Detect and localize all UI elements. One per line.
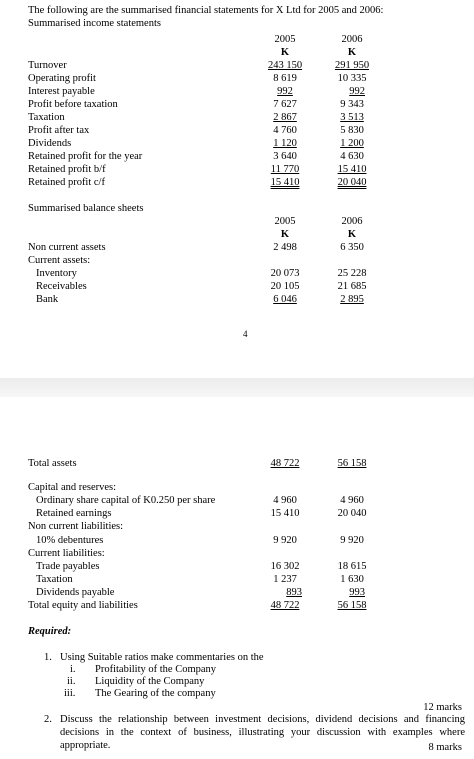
value-2006: 56 158 <box>337 600 367 611</box>
income-unit-2005: K <box>280 47 290 58</box>
value-2006: 10 335 <box>337 73 367 84</box>
value-2006: 21 685 <box>337 281 367 292</box>
row-label: Inventory <box>36 268 77 279</box>
value-2006: 20 040 <box>337 177 367 188</box>
value-2005: 20 105 <box>270 281 300 292</box>
value-2005: 48 722 <box>270 600 300 611</box>
question-text: Using Suitable ratios make commentaries on the <box>60 652 264 663</box>
section-label: Capital and reserves: <box>28 482 117 493</box>
value-2006: 18 615 <box>337 561 367 572</box>
value-2005: 243 150 <box>267 60 303 71</box>
balance-unit-2005: K <box>280 229 290 240</box>
row-label: Taxation <box>28 112 65 123</box>
value-2006: 15 410 <box>337 164 367 175</box>
section-label: Current assets: <box>28 255 91 266</box>
row-label: Dividends payable <box>36 587 115 598</box>
value-2005: 7 627 <box>273 99 297 110</box>
value-2006: 4 960 <box>340 495 364 506</box>
row-label: Non current assets <box>28 242 106 253</box>
value-2006: 1 630 <box>340 574 364 585</box>
value-2006: 25 228 <box>337 268 367 279</box>
value-2005: 9 920 <box>273 535 297 546</box>
intro-line: The following are the summarised financial statements for X Ltd for 2005 and 2006: <box>28 5 384 16</box>
row-label: Retained profit b/f <box>28 164 106 175</box>
value-2006: 9 343 <box>340 99 364 110</box>
value-2006: 9 920 <box>340 535 364 546</box>
row-label: Total assets <box>28 458 77 469</box>
section-label: Non current liabilities: <box>28 521 124 532</box>
sub-item-text: The Gearing of the company <box>95 688 216 699</box>
value-2006: 291 950 <box>334 60 370 71</box>
row-label: Interest payable <box>28 86 95 97</box>
value-2005: 893 <box>286 587 302 598</box>
row-label: Retained profit for the year <box>28 151 143 162</box>
required-heading: Required: <box>28 626 72 637</box>
value-2006: 56 158 <box>337 458 367 469</box>
section-label: Current liabilities: <box>28 548 105 559</box>
question-text: Discuss the relationship between investment decisions, dividend decisions and financing decisions in the context of business, illustrating your discussion with examples where appropriate. <box>60 714 465 751</box>
value-2005: 11 770 <box>270 164 300 175</box>
income-unit-2006: K <box>347 47 357 58</box>
row-label: Operating profit <box>28 73 96 84</box>
value-2006: 993 <box>349 587 365 598</box>
value-2005: 4 760 <box>273 125 297 136</box>
balance-year-2006: 2006 <box>341 216 363 227</box>
sub-item-text: Profitability of the Company <box>95 664 217 675</box>
value-2005: 48 722 <box>270 458 300 469</box>
row-label: Total equity and liabilities <box>28 600 138 611</box>
value-2006: 5 830 <box>340 125 364 136</box>
value-2005: 15 410 <box>270 508 300 519</box>
balance-unit-2006: K <box>347 229 357 240</box>
value-2006: 992 <box>349 86 365 97</box>
sub-item-number: iii. <box>64 688 76 699</box>
row-label: Taxation <box>36 574 73 585</box>
page-2 <box>0 397 474 759</box>
row-label: Bank <box>36 294 59 305</box>
sub-item-text: Liquidity of the Company <box>95 676 205 687</box>
income-year-2006: 2006 <box>341 34 363 45</box>
row-label: Receivables <box>36 281 87 292</box>
row-label: Profit before taxation <box>28 99 118 110</box>
value-2005: 16 302 <box>270 561 300 572</box>
value-2006: 2 895 <box>340 294 364 305</box>
value-2006: 6 350 <box>340 242 364 253</box>
value-2005: 1 237 <box>273 574 297 585</box>
balance-sheet-title: Summarised balance sheets <box>28 203 144 214</box>
value-2005: 992 <box>277 86 293 97</box>
row-label: Retained profit c/f <box>28 177 105 188</box>
value-2005: 1 120 <box>273 138 297 149</box>
income-statement-title: Summarised income statements <box>28 18 161 29</box>
row-label: Trade payables <box>36 561 100 572</box>
value-2006: 1 200 <box>340 138 364 149</box>
value-2005: 2 867 <box>273 112 297 123</box>
value-2005: 8 619 <box>273 73 297 84</box>
value-2006: 4 630 <box>340 151 364 162</box>
row-label: Retained earnings <box>36 508 112 519</box>
marks: 8 marks <box>428 742 462 753</box>
income-year-2005: 2005 <box>274 34 296 45</box>
value-2006: 20 040 <box>337 508 367 519</box>
balance-year-2005: 2005 <box>274 216 296 227</box>
value-2005: 20 073 <box>270 268 300 279</box>
row-label: Turnover <box>28 60 67 71</box>
question-number: 1. <box>44 652 52 663</box>
sub-item-number: ii. <box>67 676 76 687</box>
page-number: 4 <box>243 329 248 339</box>
marks: 12 marks <box>423 702 462 713</box>
row-label: Dividends <box>28 138 72 149</box>
value-2005: 4 960 <box>273 495 297 506</box>
question-number: 2. <box>44 714 52 725</box>
row-label: 10% debentures <box>36 535 104 546</box>
value-2005: 15 410 <box>270 177 300 188</box>
value-2005: 3 640 <box>273 151 297 162</box>
page-gap <box>0 378 474 397</box>
sub-item-number: i. <box>70 664 76 675</box>
value-2005: 2 498 <box>273 242 297 253</box>
row-label: Ordinary share capital of K0.250 per share <box>36 495 216 506</box>
value-2006: 3 513 <box>340 112 364 123</box>
value-2005: 6 046 <box>273 294 297 305</box>
row-label: Profit after tax <box>28 125 90 136</box>
page-1 <box>0 0 474 378</box>
